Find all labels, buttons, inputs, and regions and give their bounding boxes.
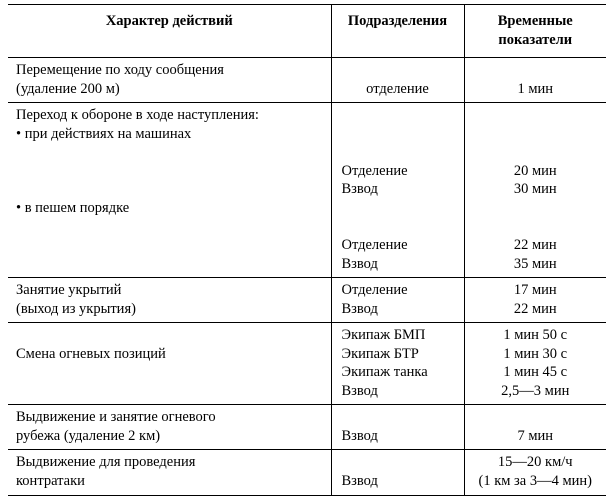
table-row (8, 278, 606, 323)
row-2-unit-g1-1: Отделение (341, 162, 408, 179)
row-6-action-line-2: контратаки (16, 473, 85, 490)
row-3-units-text (332, 278, 464, 322)
row-3-action-line-1: Занятие укрытий (16, 282, 122, 299)
row-2-action-title: Переход к обороне в ходе наступления: (16, 107, 259, 124)
table-body (8, 58, 606, 495)
table-row (8, 405, 606, 450)
row-5-action-text (8, 405, 331, 449)
row-6-units-cell (331, 450, 464, 495)
row-4-times-cell (464, 323, 606, 405)
row-2-time-g2-1: 22 мин (513, 237, 557, 254)
row-4-time-3: 1 мин 45 с (503, 364, 568, 381)
row-1-times-cell (464, 58, 606, 103)
row-2-unit-g1-2: Взвод (341, 181, 378, 198)
header-row (8, 5, 606, 58)
row-1-action-cell (8, 58, 331, 103)
row-2-unit-g2-1: Отделение (341, 237, 408, 254)
row-6-time-2: (1 км за 3—4 мин) (478, 473, 592, 490)
row-1-action-line-1: Перемещение по ходу сообщения (16, 62, 224, 79)
row-1-time-1: 1 мин (517, 80, 554, 97)
row-4-action-text (8, 323, 331, 367)
row-6-units-text (332, 450, 464, 494)
table-row (8, 450, 606, 495)
row-2-unit-g2-2: Взвод (341, 255, 378, 272)
header-units-label: Подразделения (347, 13, 448, 29)
row-3-unit-2: Взвод (341, 300, 378, 317)
row-4-action-cell (8, 323, 331, 405)
row-3-units-cell (331, 278, 464, 323)
row-5-units-text (332, 405, 464, 449)
row-5-time-1: 7 мин (517, 427, 554, 444)
row-2-action-bullet-1: • при действиях на машинах (16, 125, 192, 142)
row-5-unit-1: Взвод (341, 427, 378, 444)
row-4-units-cell (331, 323, 464, 405)
row-6-time-1: 15—20 км/ч (497, 454, 573, 471)
row-4-units-text (332, 323, 464, 404)
row-5-action-cell (8, 405, 331, 450)
table-row (8, 103, 606, 278)
row-1-unit-1: отделение (366, 80, 429, 97)
header-times-label (465, 5, 607, 57)
row-5-times-cell (464, 405, 606, 450)
row-4-unit-2: Экипаж БТР (341, 345, 419, 362)
row-2-action-text (8, 103, 331, 221)
row-2-times-cell (464, 103, 606, 278)
row-1-units-cell (331, 58, 464, 103)
row-3-action-cell (8, 278, 331, 323)
time-norms-table (8, 4, 606, 496)
table-row (8, 323, 606, 405)
table-header (8, 5, 606, 58)
row-4-times-text (465, 323, 607, 404)
row-6-action-line-1: Выдвижение для проведения (16, 454, 196, 471)
row-6-action-text (8, 450, 331, 494)
row-4-time-4: 2,5—3 мин (501, 382, 570, 399)
norms-table-container (8, 0, 606, 496)
row-2-times-text (465, 103, 607, 277)
row-2-action-bullet-2: • в пешем порядке (16, 199, 130, 216)
table-row (8, 58, 606, 103)
header-cell-units (331, 5, 464, 58)
row-2-action-cell (8, 103, 331, 278)
row-4-time-2: 1 мин 30 с (503, 345, 568, 362)
row-4-unit-1: Экипаж БМП (341, 327, 426, 344)
header-cell-times (464, 5, 606, 58)
row-6-times-cell (464, 450, 606, 495)
row-2-time-g1-1: 20 мин (513, 162, 557, 179)
row-1-units-text (332, 58, 464, 102)
row-5-times-text (465, 405, 607, 449)
header-cell-action (8, 5, 331, 58)
row-1-times-text (465, 58, 607, 102)
row-3-time-2: 22 мин (513, 300, 557, 317)
row-5-action-line-1: Выдвижение и занятие огневого (16, 409, 216, 426)
row-2-time-g1-2: 30 мин (513, 181, 557, 198)
row-3-times-cell (464, 278, 606, 323)
row-3-action-text (8, 278, 331, 322)
row-6-unit-1: Взвод (341, 473, 378, 490)
row-6-times-text (465, 450, 607, 494)
row-3-unit-1: Отделение (341, 282, 408, 299)
header-action-label: Характер действий (105, 13, 233, 29)
row-2-time-g2-2: 35 мин (513, 255, 557, 272)
row-1-action-line-2: (удаление 200 м) (16, 80, 120, 97)
row-3-times-text (465, 278, 607, 322)
row-3-action-line-2: (выход из укрытия) (16, 300, 136, 317)
row-4-unit-3: Экипаж танка (341, 364, 428, 381)
row-4-time-1: 1 мин 50 с (503, 327, 568, 344)
row-5-units-cell (331, 405, 464, 450)
row-2-units-text (332, 103, 464, 277)
row-2-units-cell (331, 103, 464, 278)
row-3-time-1: 17 мин (513, 282, 557, 299)
header-times-line-1: Временные (497, 13, 573, 29)
row-1-action-text (8, 58, 331, 102)
row-6-action-cell (8, 450, 331, 495)
header-times-line-2: показатели (498, 31, 573, 48)
row-4-unit-4: Взвод (341, 382, 378, 399)
row-4-action-line-1: Смена огневых позиций (16, 345, 166, 362)
row-5-action-line-2: рубежа (удаление 2 км) (16, 427, 161, 444)
